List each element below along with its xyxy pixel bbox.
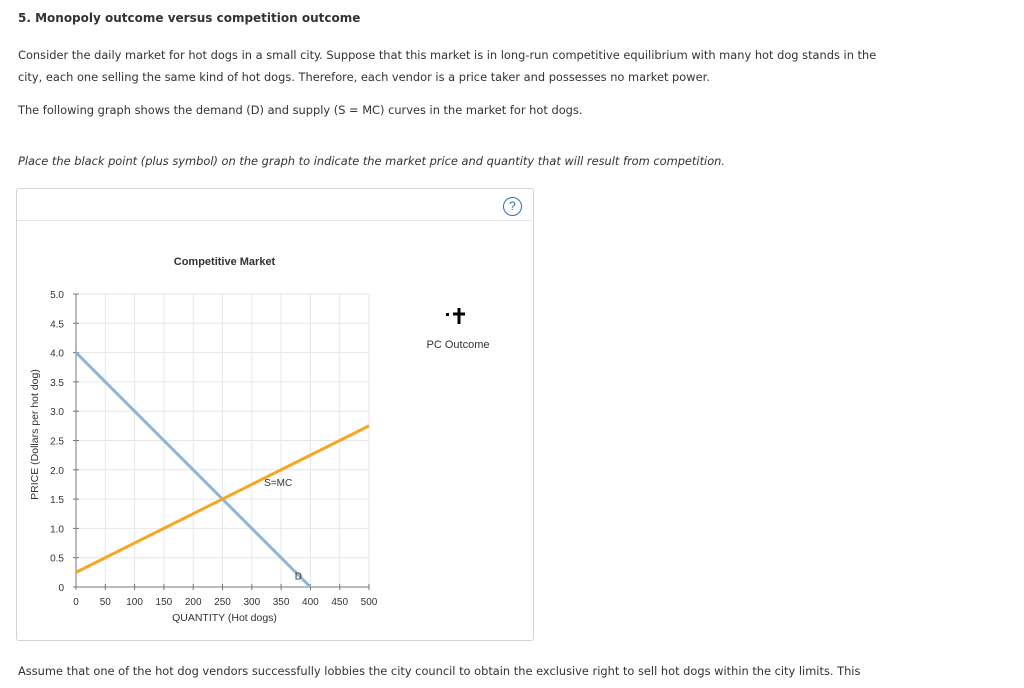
x-tick-label: 150 <box>155 597 173 608</box>
x-tick-label: 300 <box>243 597 261 608</box>
y-tick-label: 5.0 <box>50 290 64 301</box>
x-tick-label: 100 <box>126 597 143 608</box>
x-tick-label: 450 <box>331 597 349 608</box>
plus-point-icon[interactable] <box>445 305 469 327</box>
x-tick-label: 50 <box>99 597 111 608</box>
y-tick-label: 0 <box>58 583 64 594</box>
chart-title: Competitive Market <box>173 256 276 268</box>
question-circle-icon[interactable]: ? <box>503 197 522 216</box>
pc-outcome-label: PC Outcome <box>426 339 490 351</box>
x-tick-label: 400 <box>302 597 319 608</box>
instruction-text: Place the black point (plus symbol) on the graph to indicate the market price and quantity that will result from competition. <box>18 154 726 168</box>
question-title: 5. Monopoly outcome versus competition outcome <box>18 11 361 25</box>
series-label-d: D <box>294 571 303 583</box>
y-tick-label: 2.0 <box>50 465 64 477</box>
y-tick-label: 4.0 <box>50 348 64 360</box>
x-tick-label: 500 <box>360 597 378 608</box>
x-tick-label: 200 <box>184 597 202 608</box>
axes <box>73 294 369 590</box>
y-tick-label: 4.5 <box>50 319 64 331</box>
y-tick-label: 3.0 <box>50 407 64 419</box>
question-paragraph-2: The following graph shows the demand (D) and supply (S = MC) curves in the market for hot dogs. <box>18 103 583 117</box>
y-tick-label: 1.5 <box>50 495 64 507</box>
x-tick-label: 350 <box>272 597 290 608</box>
y-axis-label: PRICE (Dollars per hot dog) <box>29 369 41 500</box>
graph-panel <box>16 188 534 641</box>
competitive-market-graph[interactable] <box>17 189 533 640</box>
grid <box>76 294 369 587</box>
y-tick-label: 1.0 <box>50 524 64 536</box>
x-tick-label: 250 <box>214 597 231 608</box>
x-tick-label: 0 <box>73 597 79 608</box>
y-tick-label: 3.5 <box>50 377 64 389</box>
y-tick-label: 2.5 <box>50 436 64 448</box>
series-label-s-mc: S=MC <box>264 478 293 490</box>
y-tick-label: 0.5 <box>50 553 64 565</box>
continuation-text: Assume that one of the hot dog vendors successfully lobbies the city council to obtain the exclusive right to sell hot dogs within the city limits. This <box>18 664 861 678</box>
x-axis-label: QUANTITY (Hot dogs) <box>172 612 277 624</box>
question-paragraph-1: Consider the daily market for hot dogs in a small city. Suppose that this market is in long-run competitive equilibrium with many hot dog stands in the city, each one selling the same kind of hot dogs. Therefore, each vendor is a price taker and possesses no market power. <box>18 48 877 84</box>
